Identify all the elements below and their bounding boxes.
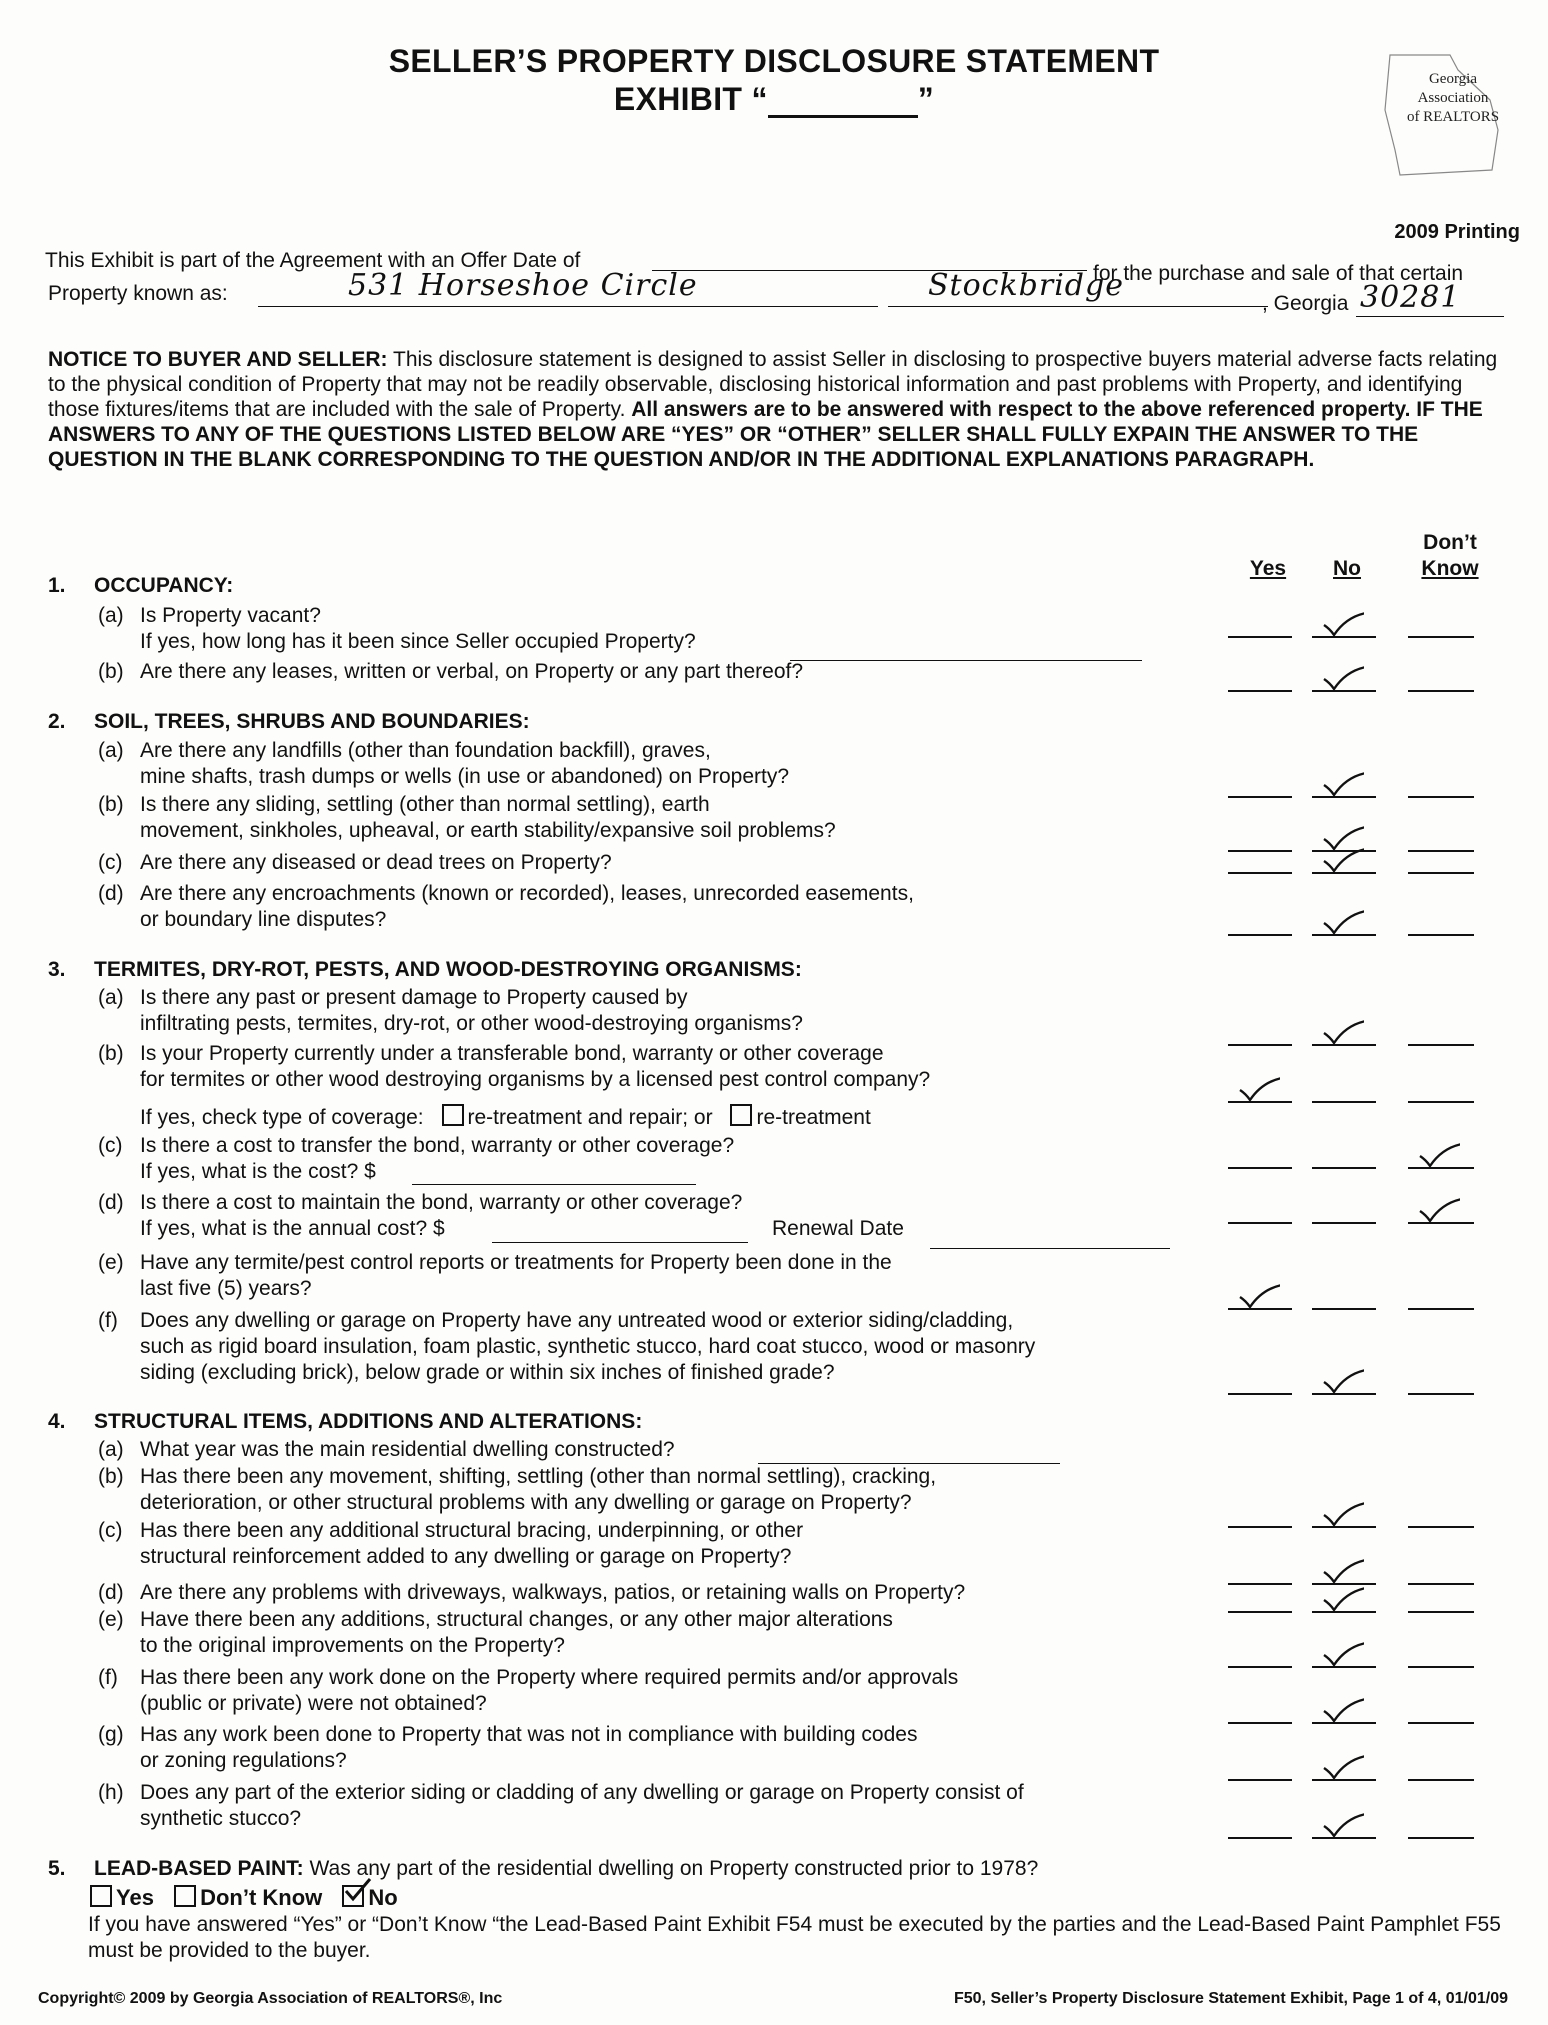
property-label: Property known as: (48, 282, 228, 305)
q2a-yes-blank[interactable] (1228, 796, 1292, 798)
state-label: , Georgia (1262, 292, 1349, 315)
col-dont-line1: Don’t (1423, 531, 1477, 554)
footer-copyright: Copyright© 2009 by Georgia Association of REALTORS®, Inc (38, 1990, 503, 2007)
q4d-don-t-know-blank[interactable] (1408, 1611, 1474, 1613)
q4e-checkmark-icon (1320, 1639, 1364, 1667)
offer-date-label: This Exhibit is part of the Agreement with an Offer Date of (45, 249, 581, 272)
q4e-don-t-know-blank[interactable] (1408, 1666, 1474, 1668)
exhibit-line (0, 80, 1548, 118)
col-dont-line2: Know (1421, 557, 1479, 580)
q4c-don-t-know-blank[interactable] (1408, 1583, 1474, 1585)
q1b-don-t-know-blank[interactable] (1408, 690, 1474, 692)
q1b-yes-blank[interactable] (1228, 690, 1292, 692)
notice-bold: All answers are to be answered with respect to the above referenced property. IF THE ANSWERS TO ANY OF THE QUESTIONS LISTED BELOW ARE “YES” OR “OTHER” SELLER SHALL FULLY EXPAIN THE ANSWER TO THE QUESTION IN THE BLANK CORRESPONDING TO THE QUESTION AND/OR IN THE ADDITIONAL EXPLANATIONS PARAGRAPH. (48, 398, 1483, 471)
q4b-yes-blank[interactable] (1228, 1526, 1292, 1528)
lead-options (90, 1885, 398, 1911)
q1a-checkmark-icon (1320, 609, 1364, 637)
lead-no-checkbox[interactable] (342, 1885, 364, 1907)
q4d-yes-blank[interactable] (1228, 1611, 1292, 1613)
q3d-renewal-field[interactable] (930, 1248, 1170, 1249)
lead-yes-label: Yes (116, 1885, 154, 1910)
coverage-retreat-repair-checkbox[interactable] (442, 1104, 464, 1126)
q3c-cost-field[interactable] (412, 1184, 696, 1185)
q4d-checkmark-icon (1320, 1584, 1364, 1612)
q4b-checkmark-icon (1320, 1499, 1364, 1527)
section-soil: 2. SOIL, TREES, SHRUBS AND BOUNDARIES: (48, 710, 530, 733)
q4e-yes-blank[interactable] (1228, 1666, 1292, 1668)
q3f-yes-blank[interactable] (1228, 1393, 1292, 1395)
logo-line1: Georgia (1428, 71, 1478, 87)
coverage-retreat-repair-label: re-treatment and repair; or (467, 1106, 713, 1129)
exhibit-blank[interactable] (768, 89, 918, 118)
lead-dont-know-label: Don’t Know (200, 1885, 323, 1910)
footer-form-id: F50, Seller’s Property Disclosure Statement Exhibit, Page 1 of 4, 01/01/09 (953, 1990, 1508, 2007)
q3a-checkmark-icon (1320, 1017, 1364, 1045)
street-handwritten: 531 Horseshoe Circle (348, 268, 698, 303)
q4g-don-t-know-blank[interactable] (1408, 1779, 1474, 1781)
q3e-checkmark-icon (1236, 1281, 1280, 1309)
q1b-checkmark-icon (1320, 663, 1364, 691)
q1a-don-t-know-blank[interactable] (1408, 636, 1474, 638)
gar-logo (1380, 50, 1530, 190)
lead-dont-know-checkbox[interactable] (174, 1885, 196, 1907)
col-yes: Yes (1249, 557, 1287, 580)
exhibit-suffix: ” (917, 81, 935, 117)
q3c-checkmark-icon (1416, 1140, 1460, 1168)
q2b-yes-blank[interactable] (1228, 850, 1292, 852)
city-handwritten: Stockbridge (928, 268, 1124, 303)
q3c-no-blank[interactable] (1312, 1167, 1376, 1169)
q3a-don-t-know-blank[interactable] (1408, 1044, 1474, 1046)
q4b-don-t-know-blank[interactable] (1408, 1526, 1474, 1528)
q2c-checkmark-icon (1320, 845, 1364, 873)
lead-yes-checkbox[interactable] (90, 1885, 112, 1907)
q3b-checkmark-icon (1236, 1074, 1280, 1102)
logo-line3: of REALTORS (1406, 109, 1500, 125)
q2b-don-t-know-blank[interactable] (1408, 850, 1474, 852)
city-field[interactable] (888, 306, 1268, 307)
q3d-no-blank[interactable] (1312, 1222, 1376, 1224)
notice-label: NOTICE TO BUYER AND SELLER: (48, 348, 388, 371)
q3d-yes-blank[interactable] (1228, 1222, 1292, 1224)
notice-paragraph (48, 347, 1508, 472)
q4c-yes-blank[interactable] (1228, 1583, 1292, 1585)
q4c-checkmark-icon (1320, 1556, 1364, 1584)
q3e-don-t-know-blank[interactable] (1408, 1308, 1474, 1310)
coverage-retreat-checkbox[interactable] (730, 1104, 752, 1126)
q3b-don-t-know-blank[interactable] (1408, 1101, 1474, 1103)
section-lead: 5. LEAD-BASED PAINT: Was any part of the residential dwelling on Property constructed prior to 1978? (48, 1857, 1039, 1880)
q2d-checkmark-icon (1320, 907, 1364, 935)
q4f-checkmark-icon (1320, 1695, 1364, 1723)
printing-year: 2009 Printing (1394, 221, 1520, 243)
logo-line2: Association (1417, 90, 1489, 106)
section-occupancy: 1. OCCUPANCY: (48, 574, 234, 597)
q3b-no-blank[interactable] (1312, 1101, 1376, 1103)
q2a-checkmark-icon (1320, 769, 1364, 797)
q3a-yes-blank[interactable] (1228, 1044, 1292, 1046)
q3c-yes-blank[interactable] (1228, 1167, 1292, 1169)
q2d-yes-blank[interactable] (1228, 934, 1292, 936)
q3f-checkmark-icon (1320, 1366, 1364, 1394)
q4h-don-t-know-blank[interactable] (1408, 1837, 1474, 1839)
q1a-duration-field[interactable] (790, 660, 1142, 661)
street-field[interactable] (258, 306, 878, 307)
exhibit-prefix: EXHIBIT “ (613, 81, 768, 117)
q2d-don-t-know-blank[interactable] (1408, 934, 1474, 936)
q3f-don-t-know-blank[interactable] (1408, 1393, 1474, 1395)
q2c-don-t-know-blank[interactable] (1408, 872, 1474, 874)
lead-question: Was any part of the residential dwelling on Property constructed prior to 1978? (309, 1857, 1039, 1880)
section-structural: 4. STRUCTURAL ITEMS, ADDITIONS AND ALTERATIONS: (48, 1410, 643, 1433)
q2a-don-t-know-blank[interactable] (1408, 796, 1474, 798)
zip-field[interactable] (1356, 316, 1504, 317)
q4h-yes-blank[interactable] (1228, 1837, 1292, 1839)
q4f-yes-blank[interactable] (1228, 1722, 1292, 1724)
logo-text (1388, 70, 1518, 127)
purchase-text: for the purchase and sale of that certain (1093, 262, 1464, 285)
section-termites: 3. TERMITES, DRY-ROT, PESTS, AND WOOD-DESTROYING ORGANISMS: (48, 958, 802, 981)
q3d-checkmark-icon (1416, 1195, 1460, 1223)
q4h-checkmark-icon (1320, 1810, 1364, 1838)
notice-body: This disclosure statement is designed to assist Seller in disclosing to prospective buyers material adverse facts relating to the physical condition of Property that may not be readily observable, disclosing historical information and past problems with Property, and identifying those fixtures/items that are included with the sale of Property. (48, 348, 1498, 421)
lead-no-label: No (368, 1885, 398, 1910)
q3d-cost-field[interactable] (492, 1242, 748, 1243)
form-title-line1: SELLER’S PROPERTY DISCLOSURE STATEMENT (388, 43, 1160, 79)
zip-handwritten: 30281 (1360, 280, 1461, 315)
q4f-don-t-know-blank[interactable] (1408, 1722, 1474, 1724)
coverage-label: If yes, check type of coverage: (140, 1106, 424, 1129)
col-no: No (1333, 557, 1361, 580)
q2c-yes-blank[interactable] (1228, 872, 1292, 874)
q4g-checkmark-icon (1320, 1752, 1364, 1780)
q3e-no-blank[interactable] (1312, 1308, 1376, 1310)
q1a-yes-blank[interactable] (1228, 636, 1292, 638)
coverage-retreat-label: re-treatment (756, 1106, 871, 1129)
lead-note: If you have answered “Yes” or “Don’t Know “the Lead-Based Paint Exhibit F54 must be executed by the parties and the Lead-Based Paint Pamphlet F55 must be provided to the buyer. (88, 1913, 1501, 1962)
q4g-yes-blank[interactable] (1228, 1779, 1292, 1781)
col-dont-know (1400, 530, 1500, 582)
lead-no-check-icon (342, 1877, 372, 1905)
form-title (0, 42, 1548, 118)
